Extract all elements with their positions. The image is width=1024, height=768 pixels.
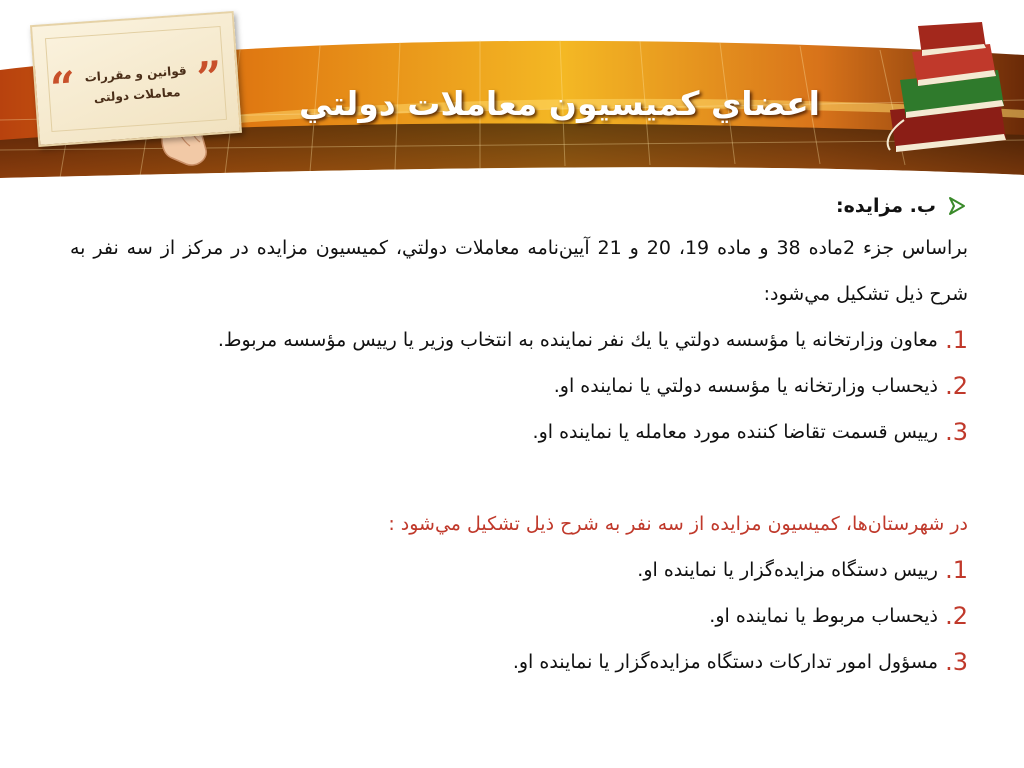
- list-number: .2: [945, 372, 968, 400]
- list-item-text: ريیس دستگاه مزايده‌گزار يا نماينده او.: [637, 559, 938, 581]
- quote-open-icon: “: [48, 62, 78, 115]
- slide-content: [70, 187, 968, 685]
- list-item-text: مسؤول امور تداركات دستگاه مزايده‌گزار يا نماينده او.: [512, 651, 938, 673]
- list-item-text: ذيحساب وزارتخانه يا مؤسسه دولتي يا نماينده او.: [553, 375, 938, 397]
- slide-title: اعضاي كميسيون معاملات دولتي: [299, 84, 820, 123]
- list-number: .2: [945, 602, 968, 630]
- list-item: [70, 317, 968, 363]
- note-card-line2: معاملات دولتی: [93, 84, 181, 105]
- list-item: [70, 639, 968, 685]
- section-heading: [70, 187, 968, 225]
- cities-members-list: [70, 547, 968, 685]
- spacer: [70, 455, 968, 501]
- list-item-text: ذيحساب مربوط يا نماينده او.: [709, 605, 938, 627]
- quote-close-icon: ”: [195, 52, 224, 105]
- list-number: .3: [945, 418, 968, 446]
- header-banner: [0, 0, 1024, 185]
- list-item: [70, 363, 968, 409]
- list-number: .1: [945, 326, 968, 354]
- section-title: ب. مزايده:: [836, 195, 936, 217]
- list-item-text: معاون وزارتخانه يا مؤسسه دولتي يا يك نفر نماينده به انتخاب وزير يا ريیس مؤسسه مربوط.: [217, 329, 938, 351]
- list-item: [70, 593, 968, 639]
- intro-paragraph: براساس جزء 2ماده 38 و ماده 19، 20 و 21 آيين‌نامه معاملات دولتي، كميسيون مزايده در مركز از سه نفر به شرح ذيل تشكيل مي‌شود:: [70, 237, 968, 305]
- cities-heading: در شهرستان‌ها، كميسيون مزايده از سه نفر به شرح ذيل تشكيل مي‌شود :: [388, 513, 968, 535]
- list-item-text: ريیس قسمت تقاضا كننده مورد معامله يا نماينده او.: [532, 421, 938, 443]
- list-number: .1: [945, 556, 968, 584]
- arrow-right-icon: [946, 195, 968, 217]
- note-card-line1: قوانين و مقررات: [84, 63, 188, 85]
- list-item: [70, 547, 968, 593]
- note-card: [30, 11, 242, 147]
- list-item: [70, 409, 968, 455]
- center-members-list: [70, 317, 968, 455]
- list-number: .3: [945, 648, 968, 676]
- note-card-text: [79, 60, 194, 110]
